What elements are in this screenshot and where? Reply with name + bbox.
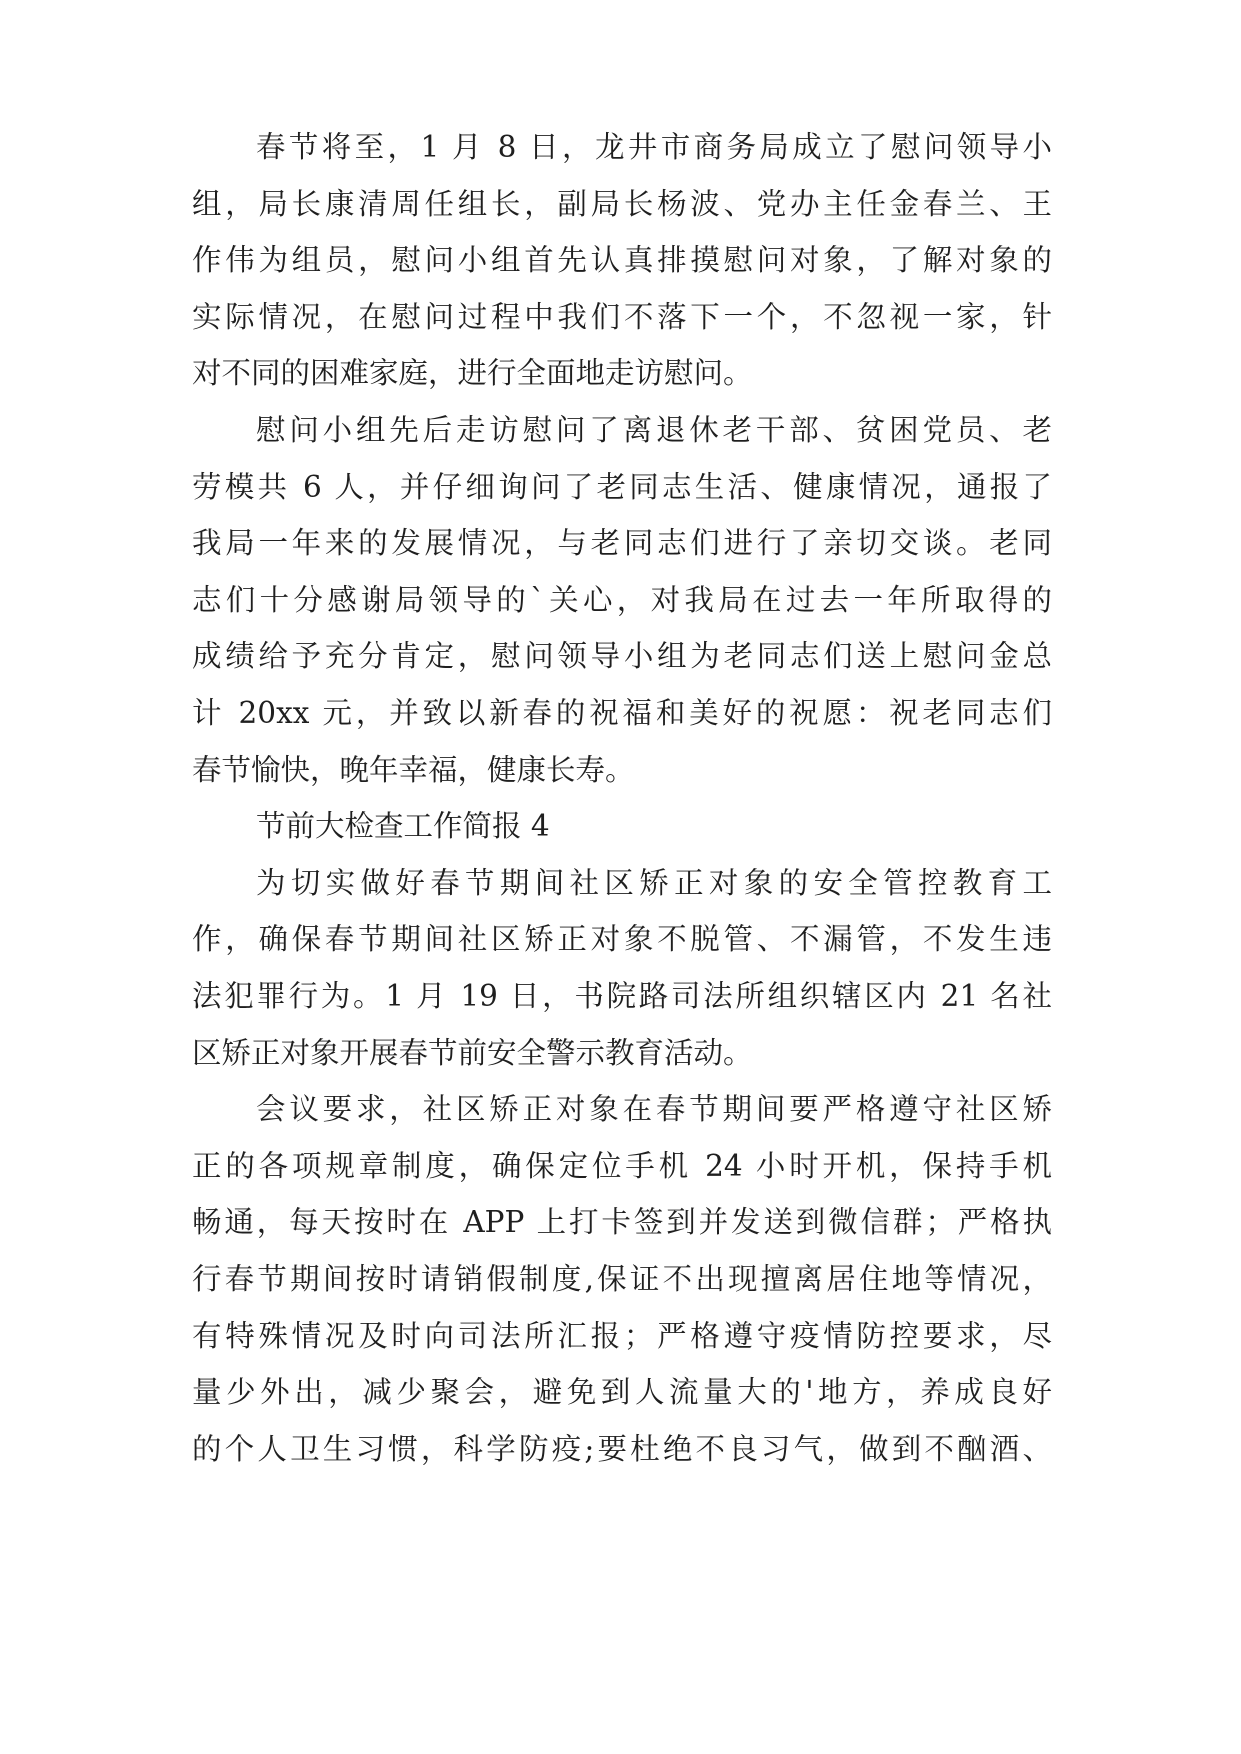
text-line: 成绩给予充分肯定，慰问领导小组为老同志们送上慰问金总 — [192, 639, 1052, 674]
text-line: 组，局长康清周任组长，副局长杨波、党办主任金春兰、王 — [192, 186, 1052, 221]
text-line: 区矫正对象开展春节前安全警示教育活动。 — [192, 1035, 753, 1070]
text-line: 行春节期间按时请销假制度,保证不出现擅离居住地等情况， — [192, 1262, 1052, 1296]
text-line: 实际情况，在慰问过程中我们不落下一个，不忽视一家，针 — [192, 299, 1052, 334]
text-line: 我局一年来的发展情况，与老同志们进行了亲切交谈。老同 — [192, 526, 1052, 561]
text-line: 劳模共 6 人，并仔细询问了老同志生活、健康情况，通报了 — [192, 469, 1052, 504]
text-line: 量少外出，减少聚会，避免到人流量大的'地方，养成良好 — [192, 1375, 1052, 1410]
text-line: 志们十分感谢局领导的`关心，对我局在过去一年所取得的 — [192, 582, 1052, 617]
text-line: 会议要求，社区矫正对象在春节期间要严格遵守社区矫 — [256, 1092, 1052, 1127]
text-line: 作伟为组员，慰问小组首先认真排摸慰问对象，了解对象的 — [192, 243, 1052, 278]
text-line: 有特殊情况及时向司法所汇报；严格遵守疫情防控要求，尽 — [192, 1318, 1052, 1353]
text-line: 正的各项规章制度，确保定位手机 24 小时开机，保持手机 — [192, 1148, 1052, 1183]
text-line: 对不同的困难家庭，进行全面地走访慰问。 — [192, 356, 753, 391]
text-line: 为切实做好春节期间社区矫正对象的安全管控教育工 — [256, 865, 1052, 900]
text-line: 的个人卫生习惯，科学防疫;要杜绝不良习气，做到不酗酒、 — [192, 1431, 1052, 1466]
text-line: 法犯罪行为。1 月 19 日，书院路司法所组织辖区内 21 名社 — [192, 979, 1052, 1013]
text-line: 计 20xx 元，并致以新春的祝福和美好的祝愿：祝老同志们 — [192, 696, 1052, 730]
text-line: 春节愉快，晚年幸福，健康长寿。 — [192, 752, 635, 787]
text-line: 春节将至，1 月 8 日，龙井市商务局成立了慰问领导小 — [256, 130, 1052, 164]
text-line: 畅通，每天按时在 APP 上打卡签到并发送到微信群；严格执 — [192, 1205, 1052, 1240]
text-line: 作，确保春节期间社区矫正对象不脱管、不漏管，不发生违 — [192, 922, 1052, 957]
text-line: 慰问小组先后走访慰问了离退休老干部、贫困党员、老 — [256, 413, 1052, 447]
heading-text: 节前大检查工作简报 4 — [256, 809, 550, 844]
